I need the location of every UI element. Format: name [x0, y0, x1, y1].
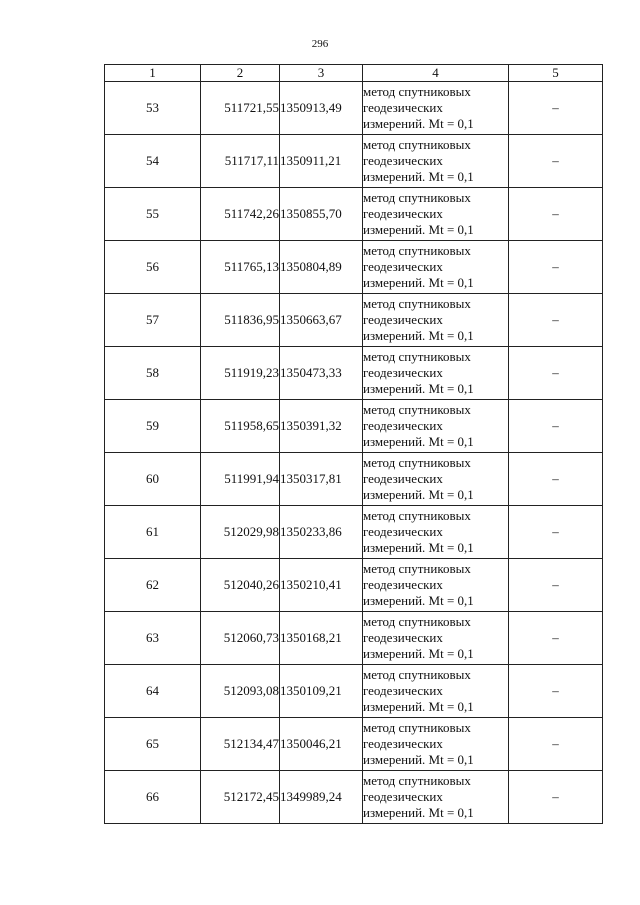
point-number-cell: 62: [105, 559, 201, 612]
method-line: метод спутниковых: [363, 296, 471, 311]
x-coordinate-cell: 511742,26: [201, 188, 280, 241]
column-header: 3: [280, 65, 363, 82]
table-row: [105, 665, 603, 718]
x-coordinate-cell: 512134,47: [201, 718, 280, 771]
table-row: [105, 188, 603, 241]
method-line: метод спутниковых: [363, 243, 471, 258]
method-line: измерений. Mt = 0,1: [363, 275, 474, 290]
note-cell: –: [509, 453, 603, 506]
note-cell: –: [509, 347, 603, 400]
method-line: геодезических: [363, 365, 443, 380]
y-coordinate-cell: 1350210,41: [280, 559, 363, 612]
y-coordinate-cell: 1350804,89: [280, 241, 363, 294]
method-line: измерений. Mt = 0,1: [363, 487, 474, 502]
method-cell: [363, 665, 509, 718]
x-coordinate-cell: 512172,45: [201, 771, 280, 824]
table-row: [105, 718, 603, 771]
method-line: метод спутниковых: [363, 561, 471, 576]
table-row: [105, 612, 603, 665]
note-cell: –: [509, 506, 603, 559]
table-body: [105, 82, 603, 824]
note-cell: –: [509, 188, 603, 241]
note-cell: –: [509, 400, 603, 453]
y-coordinate-cell: 1350663,67: [280, 294, 363, 347]
method-line: измерений. Mt = 0,1: [363, 434, 474, 449]
y-coordinate-cell: 1350855,70: [280, 188, 363, 241]
table-row: [105, 506, 603, 559]
method-cell: [363, 347, 509, 400]
y-coordinate-cell: 1350233,86: [280, 506, 363, 559]
method-cell: [363, 400, 509, 453]
method-cell: [363, 718, 509, 771]
method-line: геодезических: [363, 206, 443, 221]
method-cell: [363, 241, 509, 294]
column-header: 2: [201, 65, 280, 82]
method-line: метод спутниковых: [363, 137, 471, 152]
method-cell: [363, 612, 509, 665]
point-number-cell: 64: [105, 665, 201, 718]
point-number-cell: 56: [105, 241, 201, 294]
table-row: [105, 453, 603, 506]
method-line: метод спутниковых: [363, 402, 471, 417]
x-coordinate-cell: 512060,73: [201, 612, 280, 665]
method-cell: [363, 135, 509, 188]
x-coordinate-cell: 511958,65: [201, 400, 280, 453]
column-header: 5: [509, 65, 603, 82]
method-line: геодезических: [363, 259, 443, 274]
x-coordinate-cell: 511717,11: [201, 135, 280, 188]
method-line: метод спутниковых: [363, 720, 471, 735]
y-coordinate-cell: 1350317,81: [280, 453, 363, 506]
method-line: геодезических: [363, 736, 443, 751]
method-line: измерений. Mt = 0,1: [363, 169, 474, 184]
method-line: геодезических: [363, 471, 443, 486]
method-line: геодезических: [363, 577, 443, 592]
x-coordinate-cell: 512093,08: [201, 665, 280, 718]
point-number-cell: 60: [105, 453, 201, 506]
method-cell: [363, 294, 509, 347]
method-line: измерений. Mt = 0,1: [363, 116, 474, 131]
x-coordinate-cell: 511991,94: [201, 453, 280, 506]
method-line: измерений. Mt = 0,1: [363, 593, 474, 608]
method-cell: [363, 453, 509, 506]
y-coordinate-cell: 1350046,21: [280, 718, 363, 771]
note-cell: –: [509, 771, 603, 824]
method-cell: [363, 188, 509, 241]
note-cell: –: [509, 82, 603, 135]
method-line: метод спутниковых: [363, 349, 471, 364]
point-number-cell: 57: [105, 294, 201, 347]
method-line: измерений. Mt = 0,1: [363, 381, 474, 396]
x-coordinate-cell: 511721,55: [201, 82, 280, 135]
table-row: [105, 400, 603, 453]
table-row: [105, 294, 603, 347]
table-row: [105, 241, 603, 294]
method-line: геодезических: [363, 418, 443, 433]
method-line: метод спутниковых: [363, 84, 471, 99]
x-coordinate-cell: 512029,98: [201, 506, 280, 559]
method-line: геодезических: [363, 789, 443, 804]
table-row: [105, 347, 603, 400]
note-cell: –: [509, 612, 603, 665]
method-line: измерений. Mt = 0,1: [363, 805, 474, 820]
method-line: измерений. Mt = 0,1: [363, 752, 474, 767]
x-coordinate-cell: 511919,23: [201, 347, 280, 400]
note-cell: –: [509, 559, 603, 612]
note-cell: –: [509, 241, 603, 294]
method-line: метод спутниковых: [363, 190, 471, 205]
method-line: метод спутниковых: [363, 773, 471, 788]
point-number-cell: 63: [105, 612, 201, 665]
y-coordinate-cell: 1350109,21: [280, 665, 363, 718]
note-cell: –: [509, 135, 603, 188]
table-row: [105, 82, 603, 135]
column-header: 1: [105, 65, 201, 82]
table-row: [105, 135, 603, 188]
point-number-cell: 59: [105, 400, 201, 453]
method-line: метод спутниковых: [363, 614, 471, 629]
method-line: измерений. Mt = 0,1: [363, 646, 474, 661]
method-line: геодезических: [363, 312, 443, 327]
method-cell: [363, 506, 509, 559]
note-cell: –: [509, 718, 603, 771]
method-line: метод спутниковых: [363, 455, 471, 470]
method-line: измерений. Mt = 0,1: [363, 222, 474, 237]
method-cell: [363, 771, 509, 824]
method-cell: [363, 82, 509, 135]
point-number-cell: 55: [105, 188, 201, 241]
method-line: геодезических: [363, 630, 443, 645]
y-coordinate-cell: 1349989,24: [280, 771, 363, 824]
method-line: метод спутниковых: [363, 508, 471, 523]
method-line: геодезических: [363, 683, 443, 698]
table-row: [105, 771, 603, 824]
point-number-cell: 65: [105, 718, 201, 771]
table-header-row: [105, 65, 603, 82]
x-coordinate-cell: 512040,26: [201, 559, 280, 612]
point-number-cell: 54: [105, 135, 201, 188]
x-coordinate-cell: 511836,95: [201, 294, 280, 347]
table-row: [105, 559, 603, 612]
y-coordinate-cell: 1350168,21: [280, 612, 363, 665]
method-line: измерений. Mt = 0,1: [363, 699, 474, 714]
page-number: 296: [311, 38, 329, 50]
method-cell: [363, 559, 509, 612]
x-coordinate-cell: 511765,13: [201, 241, 280, 294]
column-header: 4: [363, 65, 509, 82]
method-line: геодезических: [363, 100, 443, 115]
y-coordinate-cell: 1350913,49: [280, 82, 363, 135]
method-line: измерений. Mt = 0,1: [363, 328, 474, 343]
method-line: метод спутниковых: [363, 667, 471, 682]
method-line: измерений. Mt = 0,1: [363, 540, 474, 555]
note-cell: –: [509, 665, 603, 718]
point-number-cell: 58: [105, 347, 201, 400]
point-number-cell: 66: [105, 771, 201, 824]
coordinates-table: [104, 64, 603, 824]
point-number-cell: 61: [105, 506, 201, 559]
method-line: геодезических: [363, 153, 443, 168]
y-coordinate-cell: 1350391,32: [280, 400, 363, 453]
y-coordinate-cell: 1350911,21: [280, 135, 363, 188]
method-line: геодезических: [363, 524, 443, 539]
y-coordinate-cell: 1350473,33: [280, 347, 363, 400]
note-cell: –: [509, 294, 603, 347]
point-number-cell: 53: [105, 82, 201, 135]
